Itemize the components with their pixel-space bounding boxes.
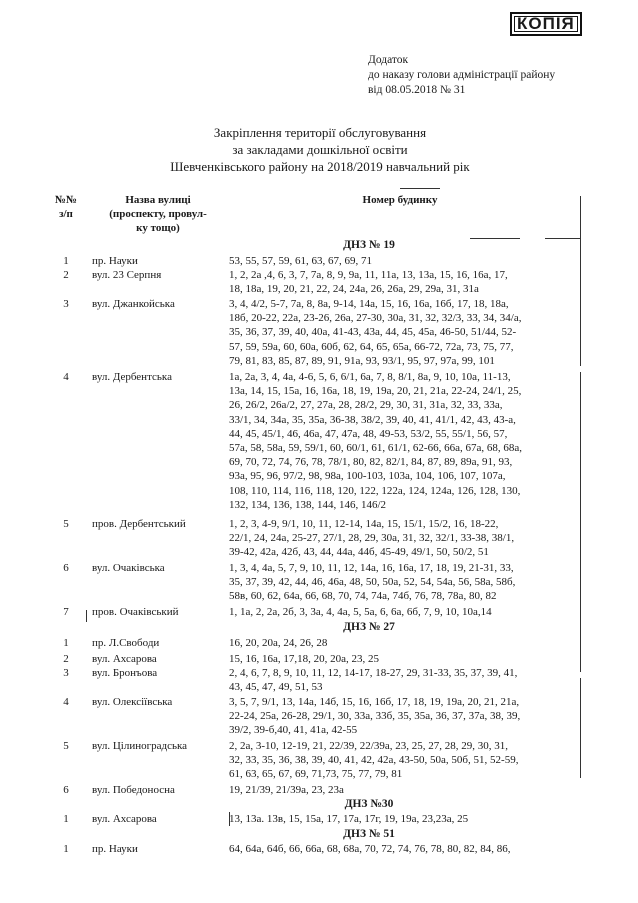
- header-line: (проспекту, провул-: [109, 208, 207, 220]
- house-numbers: [229, 666, 581, 694]
- row-number: 1: [63, 637, 69, 649]
- row-number: 1: [63, 843, 69, 855]
- house-numbers-line: 39-42, 42а, 42б, 43, 44, 44а, 44б, 45-49, 49/1, 50, 50/2, 51: [229, 546, 489, 559]
- street-name: пров. Очаківський: [92, 606, 179, 618]
- house-numbers-line: 44, 45, 45/1, 46, 46а, 47, 47а, 48, 49-53, 53/2, 55, 55/1, 56, 57,: [229, 427, 508, 440]
- house-numbers-line: 1а, 2а, 3, 4, 4а, 4-6, 5, 6, 6/1, 6а, 7, 8, 8/1, 8а, 9, 10, 10а, 11-13,: [229, 371, 511, 383]
- street-name: вул. Ахсарова: [92, 653, 157, 665]
- street-name: вул. Бронъова: [92, 667, 158, 679]
- house-numbers-line: 18б, 20-22, 22а, 23-26, 26а, 27-30, 30а, 31, 32, 32/3, 33, 34, 34/а,: [229, 312, 522, 325]
- house-numbers-line: 69, 70, 72, 74, 76, 78, 78/1, 80, 82, 82/1, 84, 87, 89, 89а, 91, 93,: [229, 456, 513, 469]
- house-numbers-line: 3, 5, 7, 9/1, 13, 14а, 14б, 15, 16, 16б, 17, 18, 19, 19а, 20, 21, 21а,: [229, 696, 520, 708]
- house-numbers: [229, 517, 581, 560]
- house-numbers: [229, 297, 581, 368]
- row-number: 4: [63, 371, 69, 383]
- row-number: 3: [63, 298, 69, 310]
- header-line: з/п: [59, 208, 73, 220]
- house-numbers-line: 39/2, 39-б,40, 41, 41а, 42-55: [229, 724, 358, 737]
- house-numbers: [229, 842, 581, 856]
- house-numbers: [229, 783, 581, 797]
- house-numbers-line: 53, 55, 57, 59, 61, 63, 67, 69, 71: [229, 255, 372, 267]
- street-name: вул. Олексіївська: [92, 696, 173, 708]
- house-numbers-line: 132, 134, 136, 138, 144, 146, 146/2: [229, 498, 387, 511]
- house-numbers-line: 43, 45, 47, 49, 51, 53: [229, 681, 323, 694]
- header-line: №№: [54, 194, 78, 206]
- street-name: вул. Ахсарова: [92, 813, 157, 825]
- house-numbers-line: 2, 4, 6, 7, 8, 9, 10, 11, 12, 14-17, 18-27, 29, 31-33, 35, 37, 39, 41,: [229, 667, 518, 679]
- row-number: 6: [63, 562, 69, 574]
- row-number: 3: [63, 667, 69, 679]
- section-title: ДНЗ № 27: [343, 621, 395, 633]
- section-title: ДНЗ № 19: [343, 239, 395, 251]
- street-name: пр. Науки: [92, 255, 138, 267]
- appendix-line: до наказу голови адміністрації району: [368, 69, 556, 81]
- house-numbers-line: 3, 4, 4/2, 5-7, 7а, 8, 8а, 9-14, 14а, 15, 16, 16а, 16б, 17, 18, 18а,: [229, 298, 509, 310]
- house-numbers: [229, 254, 581, 268]
- street-name: вул. Победоносна: [92, 784, 175, 796]
- house-numbers: [229, 812, 581, 826]
- section-title: ДНЗ № 51: [343, 828, 395, 840]
- house-numbers-line: 93а, 95, 96, 97/2, 98, 98а, 100-103, 103а, 104, 106, 107, 107а,: [229, 470, 506, 483]
- row-number: 6: [63, 784, 69, 796]
- house-numbers: [229, 561, 581, 604]
- row-number: 1: [63, 255, 69, 267]
- house-numbers-line: 35, 37, 39, 42, 44, 46, 46а, 48, 50, 50а, 52, 54, 54а, 56, 58а, 58б,: [229, 576, 516, 589]
- house-numbers: [229, 739, 581, 782]
- section-title: ДНЗ №30: [344, 798, 394, 810]
- house-numbers-line: 1, 1а, 2, 2а, 2б, 3, 3а, 4, 4а, 5, 5а, 6, 6а, 6б, 7, 9, 10, 10а,14: [229, 606, 492, 618]
- house-numbers-line: 108, 110, 114, 116, 118, 120, 122, 122а, 124, 124а, 126, 128, 130,: [229, 484, 521, 497]
- house-numbers-line: 57а, 58, 58а, 59, 59/1, 60, 60/1, 61, 61/1, 62-66, 66а, 67а, 68, 68а,: [229, 441, 522, 454]
- house-numbers-line: 35, 36, 37, 39, 40, 40а, 41-43, 43а, 44, 45, 45а, 46-50, 51/44, 52-: [229, 326, 517, 339]
- house-numbers-line: 18, 18а, 19, 20, 21, 22, 24, 24а, 26, 26а, 29, 29а, 31, 31а: [229, 283, 479, 296]
- row-number: 2: [63, 653, 69, 665]
- row-number: 4: [63, 696, 69, 708]
- row-number: 1: [63, 813, 69, 825]
- copy-stamp: КОПІЯ: [510, 12, 582, 36]
- header-line: Назва вулиці: [125, 194, 191, 206]
- house-numbers-line: 19, 21/39, 21/39а, 23, 23а: [229, 784, 344, 796]
- house-numbers-line: 1, 2, 2а ,4, 6, 3, 7, 7а, 8, 9, 9а, 11, 11а, 13, 13а, 15, 16, 16а, 17,: [229, 269, 508, 281]
- appendix-line: від 08.05.2018 № 31: [368, 84, 466, 96]
- street-name: вул. Цілиноградська: [92, 740, 188, 752]
- house-numbers-line: 64, 64а, 64б, 66, 66а, 68, 68а, 70, 72, 74, 76, 78, 80, 82, 84, 86,: [229, 843, 511, 855]
- house-numbers: [229, 636, 581, 650]
- house-numbers-line: 15, 16, 16а, 17,18, 20, 20а, 23, 25: [229, 653, 380, 665]
- house-numbers-line: 16, 20, 20а, 24, 26, 28: [229, 637, 328, 649]
- appendix-line: Додаток: [368, 54, 409, 66]
- header-line: ку тощо): [136, 222, 180, 234]
- house-numbers-line: 79, 81, 83, 85, 87, 89, 91, 91а, 93, 93/1, 95, 97, 97а, 99, 101: [229, 354, 495, 367]
- street-name: пров. Дербентський: [92, 518, 186, 530]
- house-numbers-line: 33/1, 34, 34а, 35, 35а, 36-38, 38/2, 39, 40, 41, 41/1, 42, 43, 43-а,: [229, 413, 516, 426]
- street-name: вул. Дербентська: [92, 371, 172, 383]
- house-numbers-line: 32, 33, 35, 36, 38, 39, 40, 41, 42, 42а, 43-50, 50а, 50б, 51, 52-59,: [229, 754, 519, 767]
- house-numbers: [229, 370, 581, 512]
- row-number: 5: [63, 740, 69, 752]
- house-numbers-line: 22/1, 24, 24а, 25-27, 27/1, 28, 29, 30а, 31, 32, 32/1, 33-38, 38/1,: [229, 532, 515, 545]
- house-numbers: [229, 652, 581, 666]
- title-line: Шевченківського району на 2018/2019 навчальний рік: [170, 159, 470, 174]
- house-numbers-line: 1, 2, 3, 4-9, 9/1, 10, 11, 12-14, 14а, 15, 15/1, 15/2, 16, 18-22,: [229, 518, 499, 530]
- house-numbers-line: 57, 59, 59а, 60, 60а, 60б, 62, 64, 65, 65а, 66-72, 72а, 73, 75, 77,: [229, 340, 514, 353]
- house-numbers-line: 22-24, 25а, 26-28, 29/1, 30, 33а, 33б, 35, 35а, 36, 37, 37а, 38, 39,: [229, 710, 521, 723]
- street-name: пр. Л.Свободи: [92, 637, 160, 649]
- house-numbers: [229, 268, 581, 296]
- street-name: вул. Очаківська: [92, 562, 165, 574]
- house-numbers-line: 61, 63, 65, 67, 69, 71,73, 75, 77, 79, 81: [229, 768, 403, 781]
- header-houses: Номер будинку: [362, 194, 438, 206]
- house-numbers-line: 2, 2а, 3-10, 12-19, 21, 22/39, 22/39а, 23, 25, 27, 28, 29, 30, 31,: [229, 740, 508, 752]
- house-numbers: [229, 695, 581, 738]
- title-line: за закладами дошкільної освіти: [232, 142, 408, 157]
- street-name: пр. Науки: [92, 843, 138, 855]
- house-numbers-line: 13а, 14, 15, 15а, 16, 16а, 18, 19, 19а, 20, 21, 21а, 22-24, 24/1, 25,: [229, 385, 522, 398]
- house-numbers-line: 1, 3, 4, 4а, 5, 7, 9, 10, 11, 12, 14а, 16, 16а, 17, 18, 19, 21-31, 33,: [229, 562, 514, 574]
- street-name: вул. Джанкойська: [92, 298, 175, 310]
- house-numbers-line: 13, 13а. 13в, 15, 15а, 17, 17а, 17г, 19, 19а, 23,23а, 25: [229, 813, 469, 825]
- title-line: Закріплення території обслуговування: [213, 125, 427, 140]
- street-name: вул. 23 Серпня: [92, 269, 162, 281]
- house-numbers-line: 58в, 60, 62, 64а, 66, 68, 70, 74, 74а, 74б, 76, 78, 78а, 80, 82: [229, 590, 497, 603]
- row-number: 7: [63, 606, 69, 618]
- house-numbers-line: 26, 26/2, 26а/2, 27, 27а, 28, 28/2, 29, 30, 31, 31а, 32, 33, 33а,: [229, 399, 503, 412]
- row-number: 5: [63, 518, 69, 530]
- row-number: 2: [63, 269, 69, 281]
- house-numbers: [229, 605, 581, 619]
